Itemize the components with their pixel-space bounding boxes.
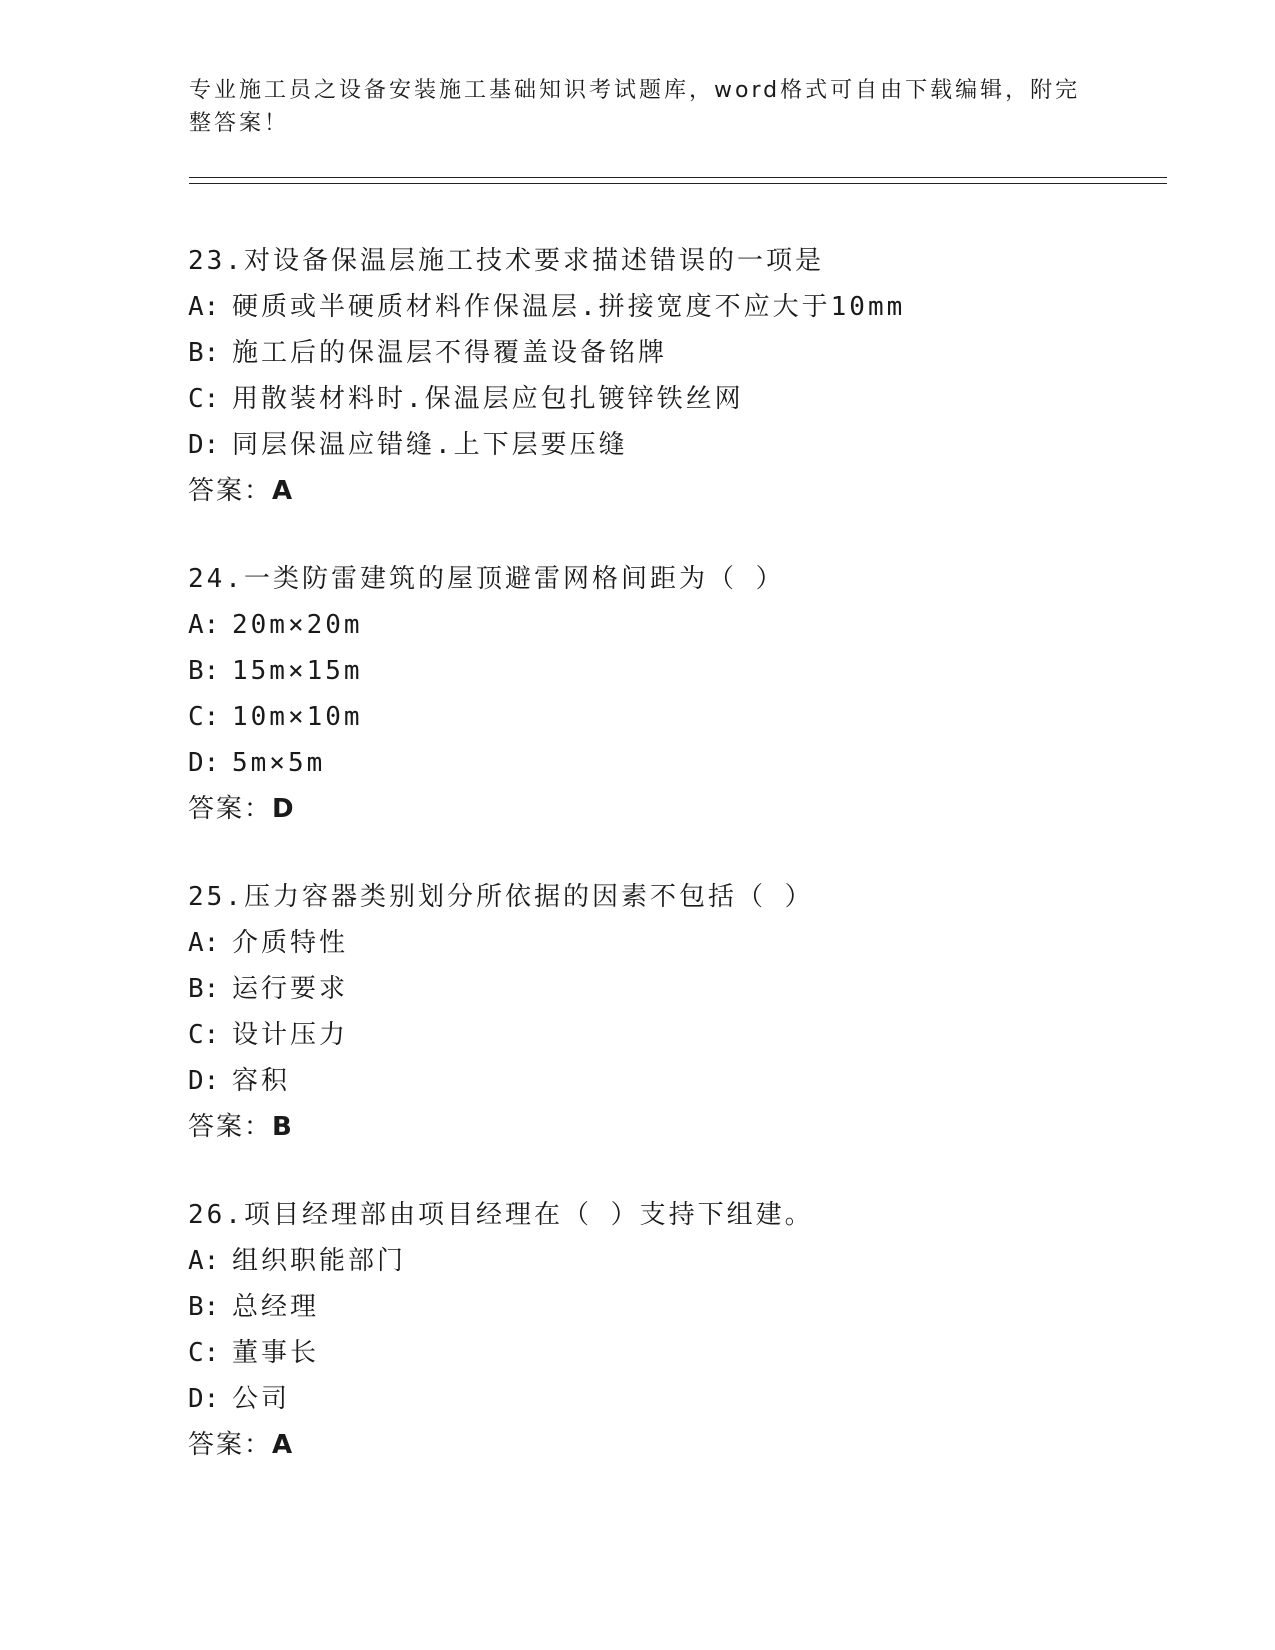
option-a bbox=[188, 284, 1168, 330]
option-letter: B: bbox=[188, 338, 220, 368]
option-text: 公司 bbox=[232, 1384, 291, 1414]
option-text: 硬质或半硬质材料作保温层.拼接宽度不应大于10mm bbox=[232, 292, 906, 322]
question-stem: 26.项目经理部由项目经理在（ ）支持下组建。 bbox=[188, 1200, 814, 1230]
option-b bbox=[188, 330, 1168, 376]
option-text: 20m×20m bbox=[232, 610, 363, 640]
answer-line bbox=[188, 468, 1168, 514]
question-stem: 23.对设备保温层施工技术要求描述错误的一项是 bbox=[188, 246, 824, 276]
option-a bbox=[188, 602, 1168, 648]
header-line-1: 专业施工员之设备安装施工基础知识考试题库，word格式可自由下载编辑，附完 bbox=[189, 78, 1081, 103]
answer-value: D bbox=[272, 794, 296, 824]
option-letter: A: bbox=[188, 928, 220, 958]
option-text: 5m×5m bbox=[232, 748, 326, 778]
option-text: 施工后的保温层不得覆盖设备铭牌 bbox=[232, 338, 668, 368]
option-letter: C: bbox=[188, 1338, 220, 1368]
answer-label: 答案： bbox=[188, 794, 273, 824]
option-c bbox=[188, 694, 1168, 740]
option-letter: A: bbox=[188, 292, 220, 322]
question-stem: 24.一类防雷建筑的屋顶避雷网格间距为（ ） bbox=[188, 564, 785, 594]
question-block bbox=[188, 238, 1168, 514]
option-text: 总经理 bbox=[232, 1292, 320, 1322]
option-letter: B: bbox=[188, 974, 220, 1004]
option-letter: D: bbox=[188, 430, 220, 460]
option-letter: C: bbox=[188, 1020, 220, 1050]
question-block bbox=[188, 556, 1168, 832]
answer-line bbox=[188, 786, 1168, 832]
option-letter: D: bbox=[188, 748, 220, 778]
option-a bbox=[188, 1238, 1168, 1284]
header-divider-bottom bbox=[189, 183, 1167, 184]
option-c bbox=[188, 376, 1168, 422]
option-letter: B: bbox=[188, 1292, 220, 1322]
option-text: 15m×15m bbox=[232, 656, 363, 686]
option-letter: D: bbox=[188, 1066, 220, 1096]
answer-value: A bbox=[272, 476, 295, 506]
answer-value: A bbox=[272, 1430, 295, 1460]
option-c bbox=[188, 1330, 1168, 1376]
option-letter: A: bbox=[188, 1246, 220, 1276]
option-letter: B: bbox=[188, 656, 220, 686]
option-b bbox=[188, 1284, 1168, 1330]
header-divider-top bbox=[189, 177, 1167, 178]
option-text: 董事长 bbox=[232, 1338, 320, 1368]
option-b bbox=[188, 966, 1168, 1012]
option-letter: C: bbox=[188, 384, 220, 414]
option-b bbox=[188, 648, 1168, 694]
question-block bbox=[188, 1192, 1168, 1468]
option-text: 10m×10m bbox=[232, 702, 363, 732]
answer-line bbox=[188, 1104, 1168, 1150]
header-line-2: 整答案！ bbox=[189, 111, 290, 136]
answer-label: 答案： bbox=[188, 1112, 273, 1142]
option-text: 容积 bbox=[232, 1066, 291, 1096]
option-text: 同层保温应错缝.上下层要压缝 bbox=[232, 430, 628, 460]
option-text: 运行要求 bbox=[232, 974, 349, 1004]
answer-value: B bbox=[272, 1112, 294, 1142]
option-letter: D: bbox=[188, 1384, 220, 1414]
document-header bbox=[189, 74, 1089, 140]
answer-line bbox=[188, 1422, 1168, 1468]
option-d bbox=[188, 1376, 1168, 1422]
option-d bbox=[188, 422, 1168, 468]
question-list bbox=[188, 238, 1168, 1510]
answer-label: 答案： bbox=[188, 476, 273, 506]
option-d bbox=[188, 740, 1168, 786]
option-text: 设计压力 bbox=[232, 1020, 349, 1050]
option-a bbox=[188, 920, 1168, 966]
option-letter: A: bbox=[188, 610, 220, 640]
option-c bbox=[188, 1012, 1168, 1058]
option-d bbox=[188, 1058, 1168, 1104]
option-text: 介质特性 bbox=[232, 928, 349, 958]
question-stem: 25.压力容器类别划分所依据的因素不包括（ ） bbox=[188, 882, 814, 912]
answer-label: 答案： bbox=[188, 1430, 273, 1460]
question-block bbox=[188, 874, 1168, 1150]
option-text: 用散装材料时.保温层应包扎镀锌铁丝网 bbox=[232, 384, 744, 414]
option-text: 组织职能部门 bbox=[232, 1246, 407, 1276]
option-letter: C: bbox=[188, 702, 220, 732]
